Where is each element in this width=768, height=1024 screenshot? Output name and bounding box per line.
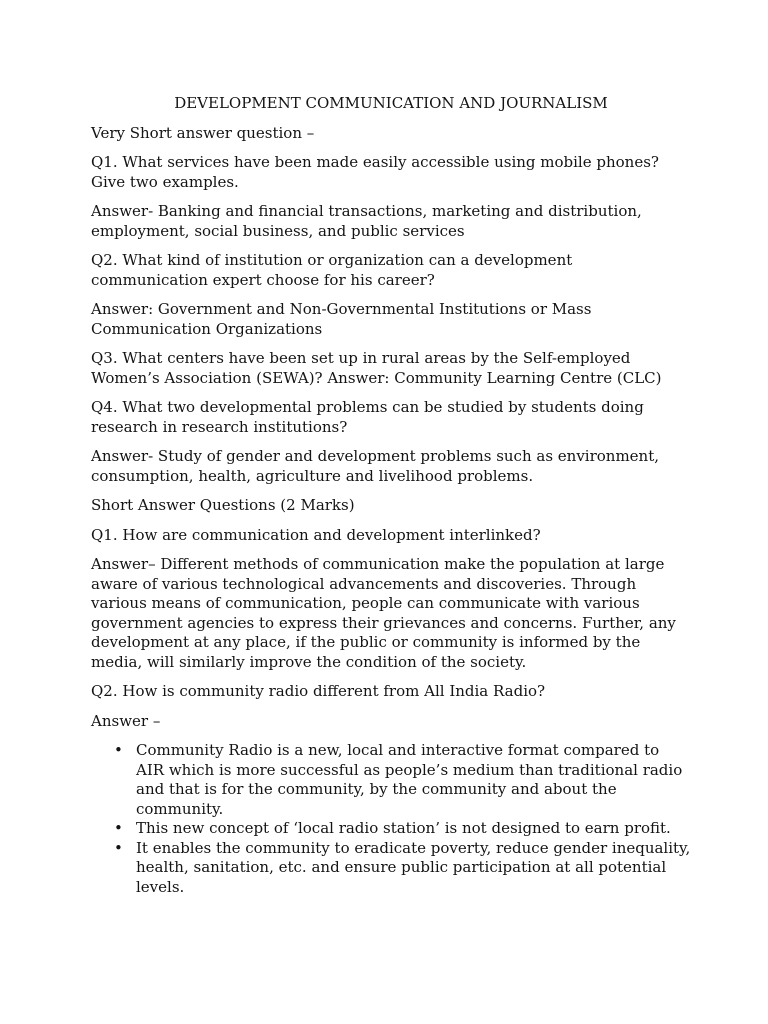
- answer-q4: Answer- Study of gender and development problems such as environment, consumption, health, agriculture and livelihood problems.: [91, 447, 660, 485]
- bullet-item: [91, 819, 691, 839]
- document-body: [91, 94, 691, 897]
- short-question-q1: Q1. How are communication and development interlinked?: [91, 525, 541, 544]
- answer-bullet-list: [91, 741, 691, 897]
- short-question-q2: Q2. How is community radio different from All India Radio?: [91, 682, 546, 700]
- bullet-icon: •: [114, 741, 123, 759]
- question-q1: Q1. What services have been made easily accessible using mobile phones? Give two examples.: [91, 153, 659, 191]
- page-title: DEVELOPMENT COMMUNICATION AND JOURNALISM: [174, 94, 608, 112]
- answer-q2: Answer: Government and Non-Governmental Institutions or Mass Communication Organizations: [91, 300, 592, 338]
- short-answer-q1: Answer– Different methods of communication make the population at large aware of various technological advancements and discoveries. Through various means of communication, people can communicate with various government agencies to express their grievances and concerns. Further, any development at any place, if the public or community is informed by the media, will similarly improve the condition of the society.: [91, 555, 676, 671]
- bullet-text: Community Radio is a new, local and interactive format compared to AIR which is more successful as people’s medium than traditional radio and that is for the community, by the community and about the community.: [136, 741, 683, 818]
- question-q3-with-answer: Q3. What centers have been set up in rural areas by the Self-employed Women’s Association (SEWA)? Answer: Community Learning Centre (CLC): [91, 349, 662, 387]
- bullet-item: [91, 741, 691, 819]
- bullet-text: It enables the community to eradicate poverty, reduce gender inequality, health, sanitation, etc. and ensure public participation at all potential levels.: [136, 838, 691, 896]
- question-q4: Q4. What two developmental problems can be studied by students doing research in research institutions?: [91, 398, 644, 436]
- section-heading-short-answer: Short Answer Questions (2 Marks): [91, 496, 355, 514]
- bullet-item: [91, 839, 691, 898]
- bullet-text: This new concept of ‘local radio station’ is not designed to earn profit.: [136, 819, 671, 837]
- short-answer-label-q2: Answer –: [91, 711, 161, 730]
- bullet-icon: •: [114, 819, 123, 837]
- bullet-icon: •: [114, 838, 123, 857]
- answer-q1: Answer- Banking and financial transactions, marketing and distribution, employment, social business, and public services: [91, 202, 642, 240]
- question-q2: Q2. What kind of institution or organization can a development communication expert choose for his career?: [91, 251, 573, 289]
- section-heading-very-short: Very Short answer question –: [91, 123, 315, 142]
